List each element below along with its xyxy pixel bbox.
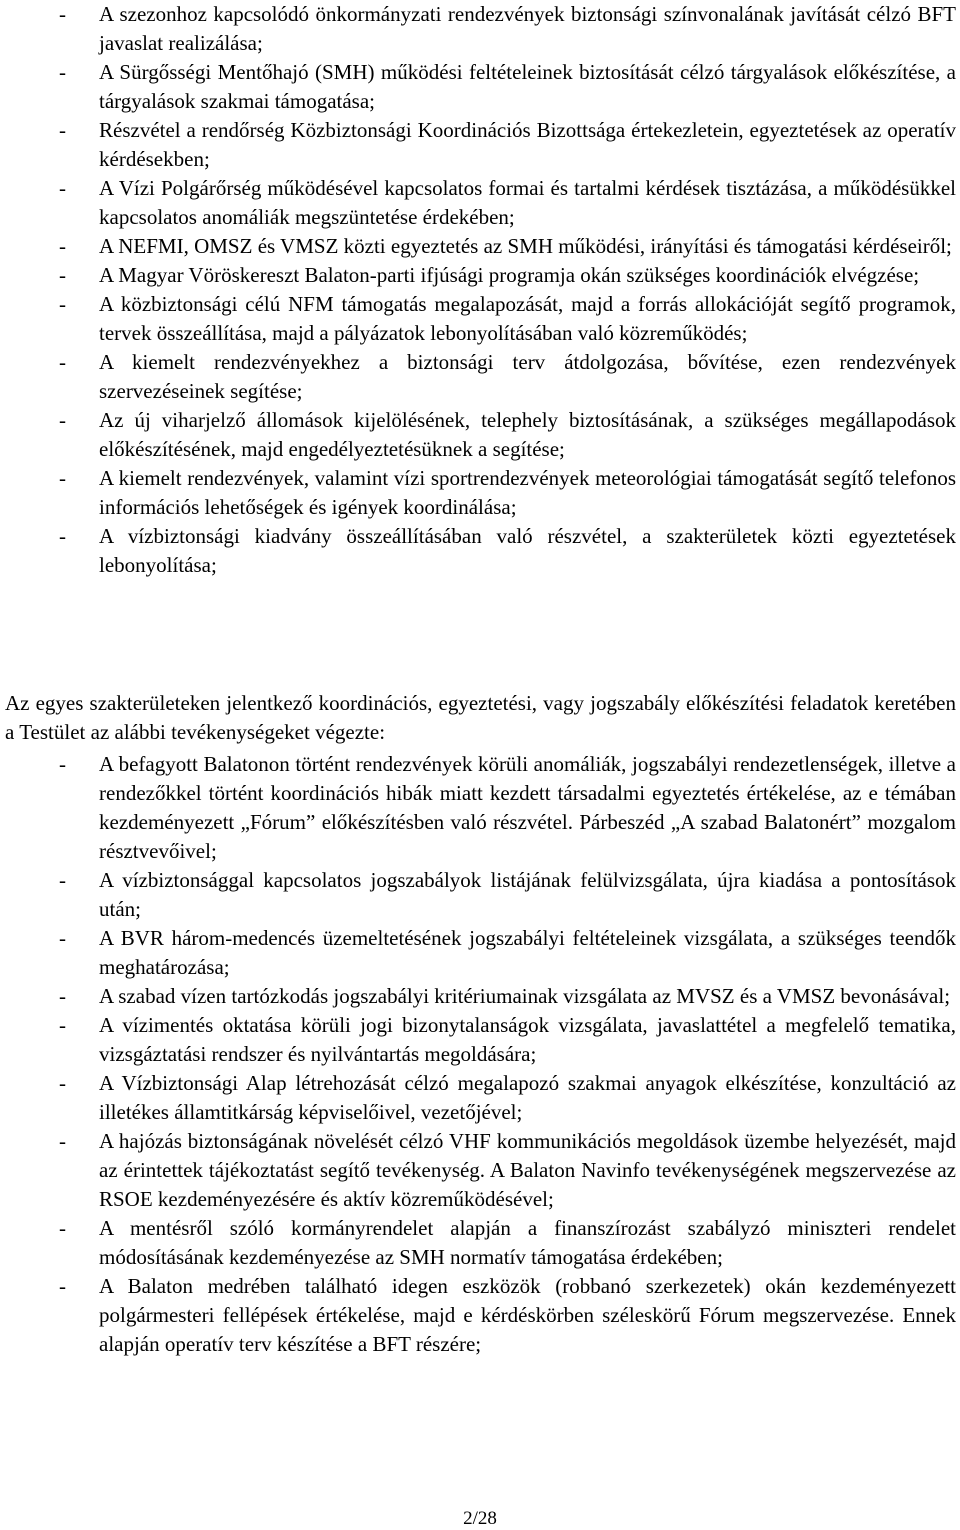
list-item-text: A közbiztonsági célú NFM támogatás megalapozását, majd a forrás allokációját segítő programok, tervek összeállítása, majd a pályázatok lebonyolításában való közreműködés; [99, 292, 956, 345]
list-item-text: Az új viharjelző állomások kijelölésének, telephely biztosításának, a szükséges megállapodások előkészítésének, majd engedélyeztetésüknek a segítése; [99, 408, 956, 461]
list-item [0, 866, 956, 924]
list-item [0, 1214, 956, 1272]
dash-bullet: - [59, 1216, 66, 1240]
list-item-text: A Vízbiztonsági Alap létrehozását célzó megalapozó szakmai anyagok elkészítése, konzultáció az illetékes államtitkárság képviselőivel, vezetőjével; [99, 1071, 956, 1124]
list-item-text: A hajózás biztonságának növelését célzó VHF kommunikációs megoldások üzembe helyezését, majd az érintettek tájékoztatást segítő tevékenység. A Balaton Navinfo tevékenységének megszervezése az RSOE kezdeményezésére és aktív közreműködésével; [99, 1129, 956, 1211]
dash-bullet: - [59, 1274, 66, 1298]
list-item-text: A szabad vízen tartózkodás jogszabályi kritériumainak vizsgálata az MVSZ és a VMSZ bevonásával; [99, 984, 951, 1008]
list-item [0, 0, 956, 58]
dash-bullet: - [59, 466, 66, 490]
list-item-text: A kiemelt rendezvények, valamint vízi sportrendezvények meteorológiai támogatását segítő telefonos információs lehetőségek és igények koordinálása; [99, 466, 956, 519]
list-item [0, 1069, 956, 1127]
dash-bullet: - [59, 1013, 66, 1037]
list-item [0, 1011, 956, 1069]
list-item-text: A befagyott Balatonon történt rendezvények körüli anomáliák, jogszabályi rendezetlenségek, illetve a rendezőkkel történt koordinációs hibák miatt kezdett társadalmi egyeztetés értékelése, az e témában kezdeményezett „Fórum” előkészítésben való részvétel. Párbeszéd „A szabad Balatonért” mozgalom résztvevőivel; [99, 752, 956, 863]
list-item [0, 522, 956, 580]
list-item [0, 924, 956, 982]
list-item [0, 750, 956, 866]
bullet-list-top [0, 0, 956, 580]
list-item-text: A vízimentés oktatása körüli jogi bizonytalanságok vizsgálata, javaslattétel a megfelelő tematika, vizsgáztatási rendszer és nyilvántartás megoldására; [99, 1013, 956, 1066]
dash-bullet: - [59, 868, 66, 892]
dash-bullet: - [59, 234, 66, 258]
list-item-text: A mentésről szóló kormányrendelet alapján a finanszírozást szabályzó miniszteri rendelet módosításának kezdeményezése az SMH normatív támogatása érdekében; [99, 1216, 956, 1269]
intro-paragraph: Az egyes szakterületeken jelentkező koordinációs, egyeztetési, vagy jogszabály előkészítési feladatok keretében a Testület az alábbi tevékenységeket végezte: [5, 691, 956, 744]
list-item-text: A Vízi Polgárőrség működésével kapcsolatos formai és tartalmi kérdések tisztázása, a működésükkel kapcsolatos anomáliák megszüntetése érdekében; [99, 176, 956, 229]
list-item [0, 290, 956, 348]
dash-bullet: - [59, 524, 66, 548]
list-item [0, 348, 956, 406]
list-item [0, 58, 956, 116]
list-item [0, 1272, 956, 1359]
dash-bullet: - [59, 60, 66, 84]
list-item [0, 232, 956, 261]
dash-bullet: - [59, 118, 66, 142]
page-number: 2/28 [463, 1508, 497, 1529]
list-item [0, 261, 956, 290]
list-item-text: A NEFMI, OMSZ és VMSZ közti egyeztetés az SMH működési, irányítási és támogatási kérdéseiről; [99, 234, 952, 258]
list-item-text: A Sürgősségi Mentőhajó (SMH) működési feltételeinek biztosítását célzó tárgyalások előkészítése, a tárgyalások szakmai támogatása; [99, 60, 956, 113]
dash-bullet: - [59, 1129, 66, 1153]
bullet-list-bottom [0, 750, 956, 1359]
list-item [0, 174, 956, 232]
dash-bullet: - [59, 408, 66, 432]
dash-bullet: - [59, 263, 66, 287]
list-item-text: A BVR három-medencés üzemeltetésének jogszabályi feltételeinek vizsgálata, a szükséges teendők meghatározása; [99, 926, 956, 979]
dash-bullet: - [59, 1071, 66, 1095]
list-item-text: A kiemelt rendezvényekhez a biztonsági terv átdolgozása, bővítése, ezen rendezvények szervezéseinek segítése; [99, 350, 956, 403]
list-item-text: A Magyar Vöröskereszt Balaton-parti ifjúsági programja okán szükséges koordinációk elvégzése; [99, 263, 920, 287]
list-item-text: A vízbiztonsági kiadvány összeállításában való részvétel, a szakterületek közti egyeztetések lebonyolítása; [99, 524, 956, 577]
list-item-text: A szezonhoz kapcsolódó önkormányzati rendezvények biztonsági színvonalának javítását célzó BFT javaslat realizálása; [99, 2, 956, 55]
list-item [0, 464, 956, 522]
list-item [0, 1127, 956, 1214]
list-item-text: Részvétel a rendőrség Közbiztonsági Koordinációs Bizottsága értekezletein, egyeztetések az operatív kérdésekben; [99, 118, 956, 171]
list-item-text: A vízbiztonsággal kapcsolatos jogszabályok listájának felülvizsgálata, újra kiadása a pontosítások után; [99, 868, 956, 921]
dash-bullet: - [59, 176, 66, 200]
dash-bullet: - [59, 292, 66, 316]
list-item [0, 406, 956, 464]
dash-bullet: - [59, 752, 66, 776]
dash-bullet: - [59, 2, 66, 26]
list-item [0, 116, 956, 174]
list-item [0, 982, 956, 1011]
dash-bullet: - [59, 984, 66, 1008]
list-item-text: A Balaton medrében található idegen eszközök (robbanó szerkezetek) okán kezdeményezett polgármesteri fellépések értékelése, majd e kérdéskörben széleskörű Fórum megszervezése. Ennek alapján operatív terv készítése a BFT részére; [99, 1274, 956, 1356]
dash-bullet: - [59, 350, 66, 374]
dash-bullet: - [59, 926, 66, 950]
